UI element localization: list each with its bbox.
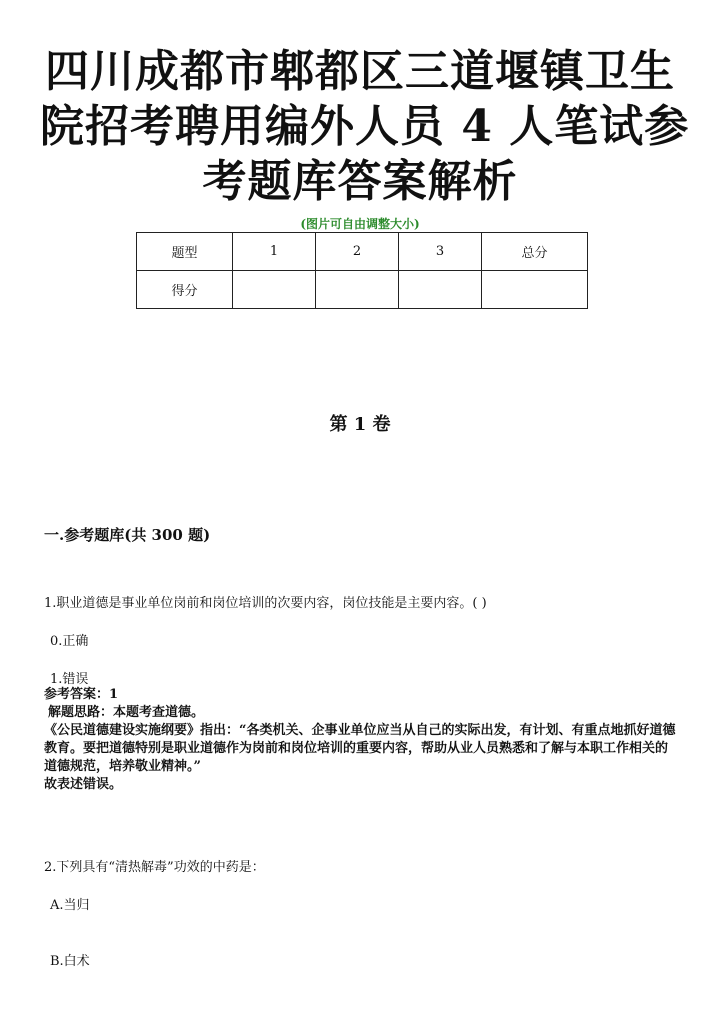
score-cell-1 bbox=[233, 271, 316, 309]
question-1-answer-block bbox=[44, 686, 678, 794]
question-2-option-a: A.当归 bbox=[50, 898, 90, 913]
analysis-body: 《公民道德建设实施纲要》指出：“各类机关、企事业单位应当从自己的实际出发，有计划、有重点地抓好道德教育。要把道德特别是职业道德作为岗前和岗位培训的重要内容，帮助从业人员熟悉和了解与本职工作相关的道德规范，培养敬业精神。” bbox=[44, 723, 676, 774]
title-line-2: 院招考聘用编外人员 4 人笔试参 bbox=[40, 101, 690, 152]
score-table-header-row bbox=[137, 233, 588, 271]
score-table bbox=[136, 232, 588, 309]
score-cell-2 bbox=[316, 271, 399, 309]
header-cell-3: 3 bbox=[399, 233, 482, 271]
header-cell-type: 题型 bbox=[137, 233, 233, 271]
volume-title: 第 1 卷 bbox=[329, 414, 391, 435]
image-resize-note: (图片可自由调整大小) bbox=[300, 217, 420, 231]
title-line-1: 四川成都市郫都区三道堰镇卫生 bbox=[45, 46, 675, 97]
question-1-stem: 1.职业道德是事业单位岗前和岗位培训的次要内容，岗位技能是主要内容。( ) bbox=[44, 596, 487, 611]
score-cell-3 bbox=[399, 271, 482, 309]
question-1-option-0: 0.正确 bbox=[50, 634, 89, 649]
header-cell-1: 1 bbox=[233, 233, 316, 271]
answer-label: 参考答案：1 bbox=[44, 687, 119, 702]
row-label-score: 得分 bbox=[137, 271, 233, 309]
question-2-option-b: B.白术 bbox=[50, 954, 90, 969]
question-2-stem: 2.下列具有“清热解毒”功效的中药是： bbox=[44, 860, 265, 875]
question-1-option-1: 1.错误 bbox=[50, 672, 89, 687]
header-cell-total: 总分 bbox=[482, 233, 588, 271]
title-line-3: 考题库答案解析 bbox=[202, 156, 518, 207]
header-cell-2: 2 bbox=[316, 233, 399, 271]
score-table-score-row bbox=[137, 271, 588, 309]
score-cell-total bbox=[482, 271, 588, 309]
analysis-conclusion: 故表述错误。 bbox=[44, 777, 123, 792]
analysis-label: 解题思路：本题考查道德。 bbox=[48, 705, 205, 720]
document-title bbox=[40, 44, 690, 209]
section-title: 一.参考题库(共 300 题) bbox=[44, 526, 211, 544]
